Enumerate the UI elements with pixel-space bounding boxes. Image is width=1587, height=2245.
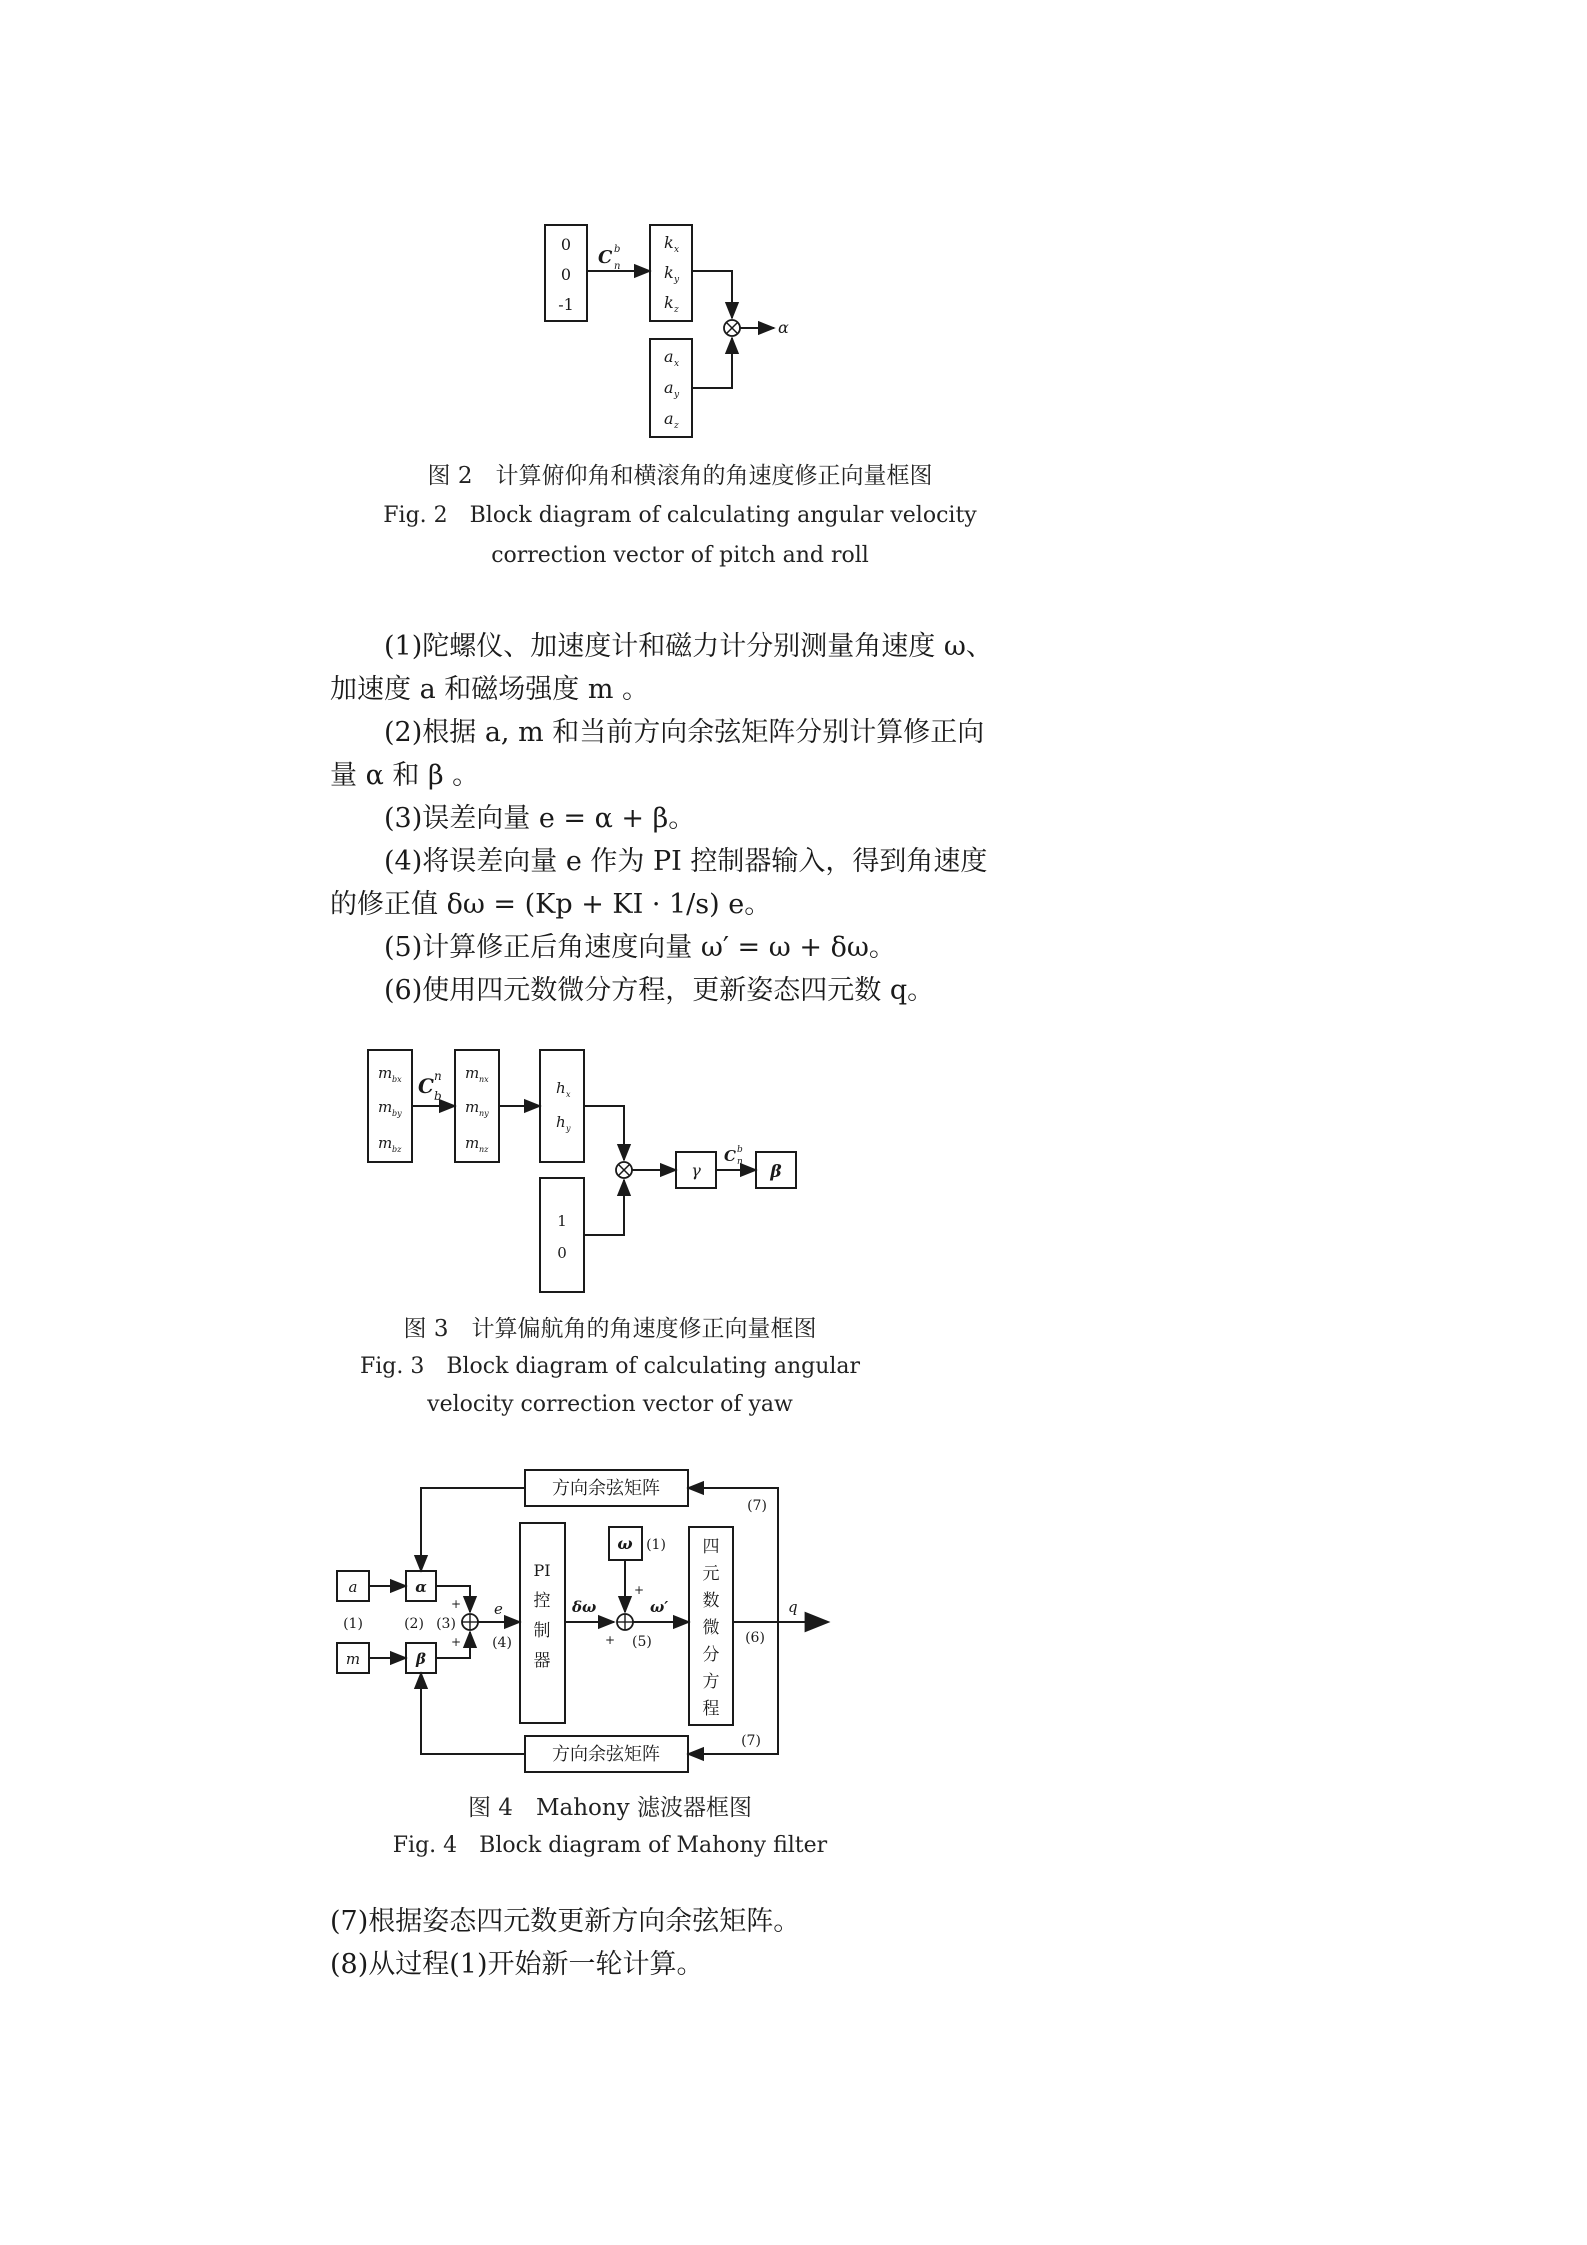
fig3-mbz-sub: bz	[392, 1145, 402, 1154]
fig3-mny-sub: ny	[479, 1109, 489, 1118]
fig4-beta: β	[416, 1650, 426, 1668]
fig4-summing-junction-2-icon	[617, 1614, 633, 1630]
fig4-pi-label-0: PI	[533, 1561, 551, 1580]
fig4-plus-2b: +	[605, 1633, 616, 1647]
step-3: (3)误差向量 e = α + β。	[384, 803, 696, 834]
fig4-quat-label-6: 程	[702, 1699, 720, 1719]
fig3-mnx-sub: nx	[479, 1075, 489, 1084]
fig4-dcm-bottom-label: 方向余弦矩阵	[552, 1744, 660, 1765]
fig4-delta-omega-label: δω	[572, 1598, 597, 1616]
fig2-a-y: a	[664, 378, 674, 397]
fig3-mbz: m	[378, 1134, 393, 1152]
fig4-dcm-to-beta	[421, 1673, 525, 1754]
fig4-input-a: a	[348, 1578, 358, 1596]
fig3-mnz-sub: nz	[479, 1145, 489, 1154]
fig4-dcm-top-label: 方向余弦矩阵	[552, 1478, 660, 1499]
fig4-quat-label-1: 元	[702, 1564, 720, 1584]
fig4-dcm-to-alpha	[421, 1488, 525, 1571]
fig2-a-y-sub: y	[674, 390, 680, 400]
fig4-omega-prime-label: ω′	[650, 1598, 669, 1616]
fig4-pi-label-2: 制	[533, 1621, 551, 1641]
step-1-line1: (1)陀螺仪、加速度计和磁力计分别测量角速度 ω、	[384, 631, 993, 662]
step-7: (7)根据姿态四元数更新方向余弦矩阵。	[330, 1906, 801, 1937]
step-2-line1: (2)根据 a, m 和当前方向余弦矩阵分别计算修正向	[384, 717, 985, 748]
fig4-quat-label-5: 方	[702, 1672, 720, 1692]
fig2-gravity-1: 0	[560, 265, 572, 284]
fig3-transform-label: C	[418, 1074, 434, 1098]
fig3-mny: m	[465, 1098, 480, 1116]
fig2-transform-sub: n	[614, 261, 621, 272]
fig2-k-x-sub: x	[674, 245, 680, 255]
fig4-step-label-5: (5)	[632, 1634, 652, 1650]
fig4-quat-label-0: 四	[702, 1537, 720, 1557]
fig2-k-y: k	[664, 263, 674, 282]
fig3-cnb-sub: n	[737, 1157, 743, 1167]
fig3-cnb-label: C	[724, 1147, 736, 1165]
fig3-mby-sub: by	[392, 1109, 402, 1118]
fig3-caption-en-line1: Fig. 3 Block diagram of calculating angular	[359, 1354, 861, 1379]
fig3-cnb-sup: b	[737, 1145, 743, 1155]
fig4-q-label: q	[788, 1598, 798, 1616]
fig3-mbx-sub: bx	[392, 1075, 402, 1084]
fig4-summing-junction-1-icon	[462, 1614, 478, 1630]
fig4-step-label-4: (4)	[492, 1635, 512, 1651]
fig3-mnx: m	[465, 1064, 480, 1082]
fig3-hy-sub: y	[566, 1124, 571, 1133]
fig3-gamma: γ	[691, 1161, 701, 1180]
fig2-gravity-0: 0	[560, 235, 572, 254]
fig4-pi-label-3: 器	[533, 1651, 551, 1671]
fig2-a-z: a	[664, 409, 674, 428]
fig4-step-label-1b: (1)	[646, 1537, 666, 1553]
fig2-a-z-sub: z	[674, 421, 679, 431]
fig2-k-y-sub: y	[674, 275, 680, 285]
fig2-transform-label: C	[598, 247, 613, 268]
fig4-step-label-7b: (7)	[741, 1733, 761, 1749]
fig4-step-label-6: (6)	[745, 1630, 765, 1646]
fig3-mnz: m	[465, 1134, 480, 1152]
fig4-plus-1a: +	[450, 1597, 462, 1611]
fig2-caption-en-line1: Fig. 2 Block diagram of calculating angular velocity	[383, 503, 977, 528]
fig3-mbx: m	[378, 1064, 393, 1082]
fig3-unit-1: 1	[557, 1212, 567, 1230]
fig2-k-z-sub: z	[674, 305, 679, 315]
step-5: (5)计算修正后角速度向量 ω′ = ω + δω。	[384, 932, 896, 963]
fig4-step-label-3: (3)	[436, 1616, 456, 1632]
fig3-transform-sup: n	[434, 1069, 442, 1083]
fig3-hy: h	[556, 1113, 566, 1131]
fig3-mby: m	[378, 1098, 393, 1116]
step-8: (8)从过程(1)开始新一轮计算。	[330, 1949, 704, 1980]
fig2-a-x-sub: x	[674, 359, 680, 369]
fig4-step-label-2: (2)	[404, 1616, 424, 1632]
step-2-line2: 量 α 和 β 。	[330, 760, 480, 791]
final-steps-paragraph	[330, 1900, 1030, 1986]
fig3-transform-sub: b	[434, 1089, 442, 1103]
fig4-omega: ω	[617, 1534, 633, 1553]
fig2-a-x: a	[664, 347, 674, 366]
fig2-k-x: k	[664, 233, 674, 252]
step-4-line2: 的修正值 δω = (Kp + KI · 1/s) e。	[330, 889, 772, 920]
fig3-hx: h	[556, 1079, 566, 1097]
step-4-line1: (4)将误差向量 e 作为 PI 控制器输入，得到角速度	[384, 846, 988, 877]
fig4-step-label-7a: (7)	[747, 1498, 767, 1514]
fig4-plus-1b: +	[450, 1635, 462, 1649]
fig4-plus-2a: +	[634, 1583, 645, 1597]
fig4-step-label-1: (1)	[343, 1616, 363, 1632]
fig3-unit-0: 0	[557, 1244, 567, 1262]
step-6: (6)使用四元数微分方程，更新姿态四元数 q。	[384, 975, 935, 1006]
fig4-caption-cn: 图 4 Mahony 滤波器框图	[468, 1795, 752, 1821]
fig3-hx-sub: x	[566, 1090, 571, 1099]
fig2-k-z: k	[664, 293, 674, 312]
fig4-e-label: e	[494, 1600, 503, 1618]
fig4-quat-label-4: 分	[702, 1645, 720, 1665]
fig4-quat-label-3: 微	[702, 1618, 720, 1638]
fig2-output-alpha: α	[778, 318, 789, 337]
fig4-caption-en: Fig. 4 Block diagram of Mahony filter	[392, 1833, 828, 1858]
fig3-caption-cn: 图 3 计算偏航角的角速度修正向量框图	[403, 1316, 817, 1342]
fig4-alpha: α	[415, 1578, 427, 1596]
fig4-input-m: m	[345, 1650, 361, 1668]
fig3-caption-en-line2: velocity correction vector of yaw	[427, 1392, 793, 1417]
step-1-line2: 加速度 a 和磁场强度 m 。	[330, 674, 650, 705]
fig4-pi-label-1: 控	[533, 1591, 551, 1611]
fig2-caption-cn: 图 2 计算俯仰角和横滚角的角速度修正向量框图	[427, 463, 933, 489]
fig2-caption-en-line2: correction vector of pitch and roll	[491, 543, 869, 568]
fig2-transform-sup: b	[614, 244, 621, 255]
fig3-beta: β	[770, 1162, 782, 1182]
fig2-gravity-2: -1	[558, 295, 574, 314]
fig4-quat-label-2: 数	[702, 1591, 720, 1611]
